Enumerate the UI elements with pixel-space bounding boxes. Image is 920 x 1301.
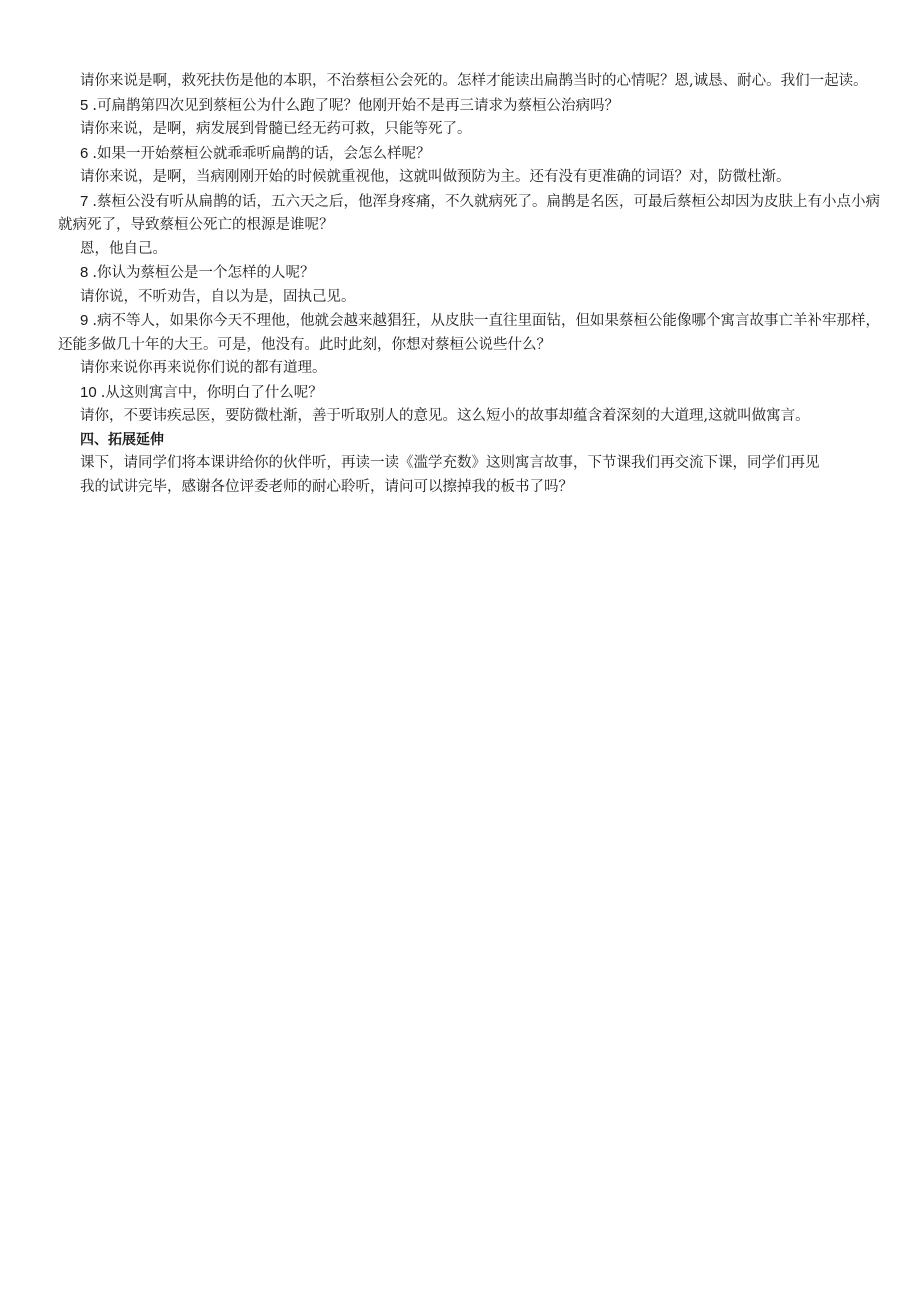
question-6 <box>58 142 880 167</box>
paragraph-intro <box>58 70 880 94</box>
question-10 <box>58 381 880 406</box>
answer-text: 请你，不要讳疾忌医，要防微杜渐，善于听取别人的意见。这么短小的故事却蕴含着深刻的大道理,这就叫做寓言。 <box>80 408 810 424</box>
question-text: .如果一开始蔡桓公就乖乖听扁鹊的话，会怎么样呢？ <box>92 145 431 162</box>
question-number: 7 <box>80 192 89 210</box>
document-body <box>58 70 880 499</box>
answer-8 <box>58 286 880 310</box>
section-heading: 四、拓展延伸 <box>80 431 164 448</box>
answer-text: 请你说，不听劝告，自以为是，固执己见。 <box>80 288 356 305</box>
question-number: 8 <box>80 264 89 281</box>
answer-5 <box>58 118 880 142</box>
question-number: 10 <box>80 383 97 401</box>
answer-text: 恩，他自己。 <box>80 240 167 257</box>
answer-text: 请你来说你再来说你们说的都有道理。 <box>80 360 327 376</box>
closing-paragraph-1 <box>58 452 880 476</box>
question-text: .从这则寓言中，你明白了什么呢？ <box>100 384 323 401</box>
closing-paragraph-2 <box>58 476 880 500</box>
answer-text: 请你来说，是啊，当病刚刚开始的时候就重视他，这就叫做预防为主。还有没有更准确的词语？对，防微杜渐。 <box>80 169 791 185</box>
question-number: 6 <box>80 144 89 162</box>
answer-text: 请你来说，是啊，病发展到骨髓已经无药可救，只能等死了。 <box>80 121 472 137</box>
question-5 <box>58 94 880 119</box>
question-7 <box>58 190 880 238</box>
closing-text: 课下，请同学们将本课讲给你的伙伴听，再读一读《滥学充数》这则寓言故事，下节课我们再交流下课，同学们再见 <box>80 455 820 471</box>
question-text: .蔡桓公没有听从扁鹊的话，五六天之后，他浑身疼痛，不久就病死了。扁鹊是名医，可最后蔡桓公却因为皮肤上有小点小病就病死了，导致蔡桓公死亡的根源是谁呢？ <box>58 193 880 233</box>
question-text: .病不等人，如果你今天不理他，他就会越来越猖狂，从皮肤一直往里面钻，但如果蔡桓公能像哪个寓言故事亡羊补牢那样，还能多做几十年的大王。可是，他没有。此时此刻，你想对蔡桓公说些什么？ <box>58 313 880 353</box>
paragraph-text: 请你来说是啊，救死扶伤是他的本职，不治蔡桓公会死的。怎样才能读出扁鹊当时的心情呢？恩,诚恳、耐心。我们一起读。 <box>80 73 868 89</box>
question-number: 5 <box>80 96 89 114</box>
question-8 <box>58 261 880 286</box>
question-text: .你认为蔡桓公是一个怎样的人呢？ <box>92 265 315 281</box>
answer-7 <box>58 238 880 262</box>
answer-10 <box>58 405 880 429</box>
closing-text: 我的试讲完毕，感谢各位评委老师的耐心聆听，请问可以擦掉我的板书了吗？ <box>80 478 573 495</box>
answer-6 <box>58 166 880 190</box>
question-number: 9 <box>80 312 89 329</box>
question-9 <box>58 309 880 357</box>
question-text: .可扁鹊第四次见到蔡桓公为什么跑了呢？他刚开始不是再三请求为蔡桓公治病吗？ <box>92 97 619 114</box>
answer-9 <box>58 357 880 381</box>
